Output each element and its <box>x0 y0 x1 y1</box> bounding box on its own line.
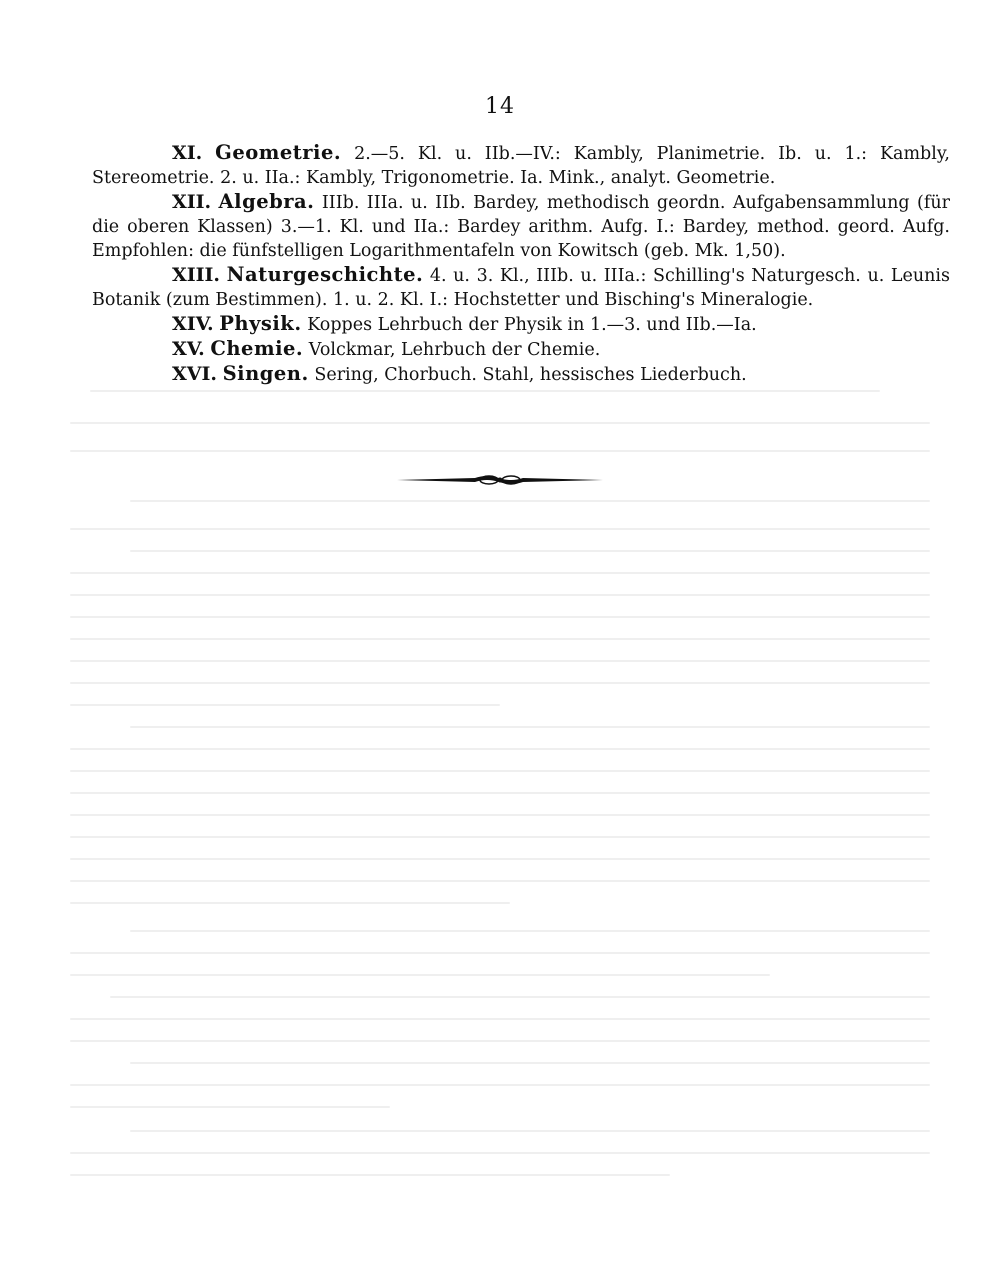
section-subject: Algebra. <box>218 190 315 213</box>
section-line: Volckmar, Lehrbuch der Chemie. <box>308 340 601 360</box>
section-numeral: XVI. <box>172 363 217 385</box>
section-numeral: XIV. <box>172 313 214 335</box>
section-numeral: XV. <box>172 338 205 360</box>
section-physics <box>92 312 950 337</box>
section-line: Sering, Chorbuch. Stahl, hessisches Liederbuch. <box>314 365 747 385</box>
section-line: IIIb. IIIa. u. IIb. Bardey, methodisch geordn. Aufgabensammlung (für <box>321 193 950 213</box>
section-subject: Physik. <box>219 312 302 335</box>
section-numeral: XII. <box>172 191 212 213</box>
section-line: Empfohlen: die fünfstelligen Logarithmentafeln von Kowitsch (geb. Mk. 1,50). <box>92 241 786 261</box>
section-chemistry <box>92 337 950 362</box>
section-line: Koppes Lehrbuch der Physik in 1.—3. und IIb.—Ia. <box>307 315 757 335</box>
section-line: Botanik (zum Bestimmen). 1. u. 2. Kl. I.: Hochstetter und Bisching's Mineralogie. <box>92 290 814 310</box>
section-subject: Chemie. <box>210 337 304 360</box>
section-line: 4. u. 3. Kl., IIIb. u. IIIa.: Schilling's Naturgesch. u. Leunis <box>429 266 950 286</box>
book-list-content <box>92 141 950 387</box>
section-subject: Singen. <box>222 362 309 385</box>
ornament-divider-icon <box>395 470 605 490</box>
section-numeral: XIII. <box>172 264 221 286</box>
section-line: Stereometrie. 2. u. IIa.: Kambly, Trigonometrie. Ia. Mink., analyt. Geometrie. <box>92 168 776 188</box>
section-line: 2.—5. Kl. u. IIb.—IV.: Kambly, Planimetrie. Ib. u. 1.: Kambly, <box>354 144 950 164</box>
section-algebra <box>92 190 950 263</box>
page-number: 14 <box>485 94 515 119</box>
section-numeral: XI. <box>172 142 203 164</box>
section-singing <box>92 362 950 387</box>
section-natural-history <box>92 263 950 312</box>
section-geometry <box>92 141 950 190</box>
section-subject: Naturgeschichte. <box>226 263 424 286</box>
section-subject: Geometrie. <box>215 141 342 164</box>
section-line: die oberen Klassen) 3.—1. Kl. und IIa.: Bardey arithm. Aufg. I.: Bardey, method. geord. Aufg. <box>92 217 950 237</box>
